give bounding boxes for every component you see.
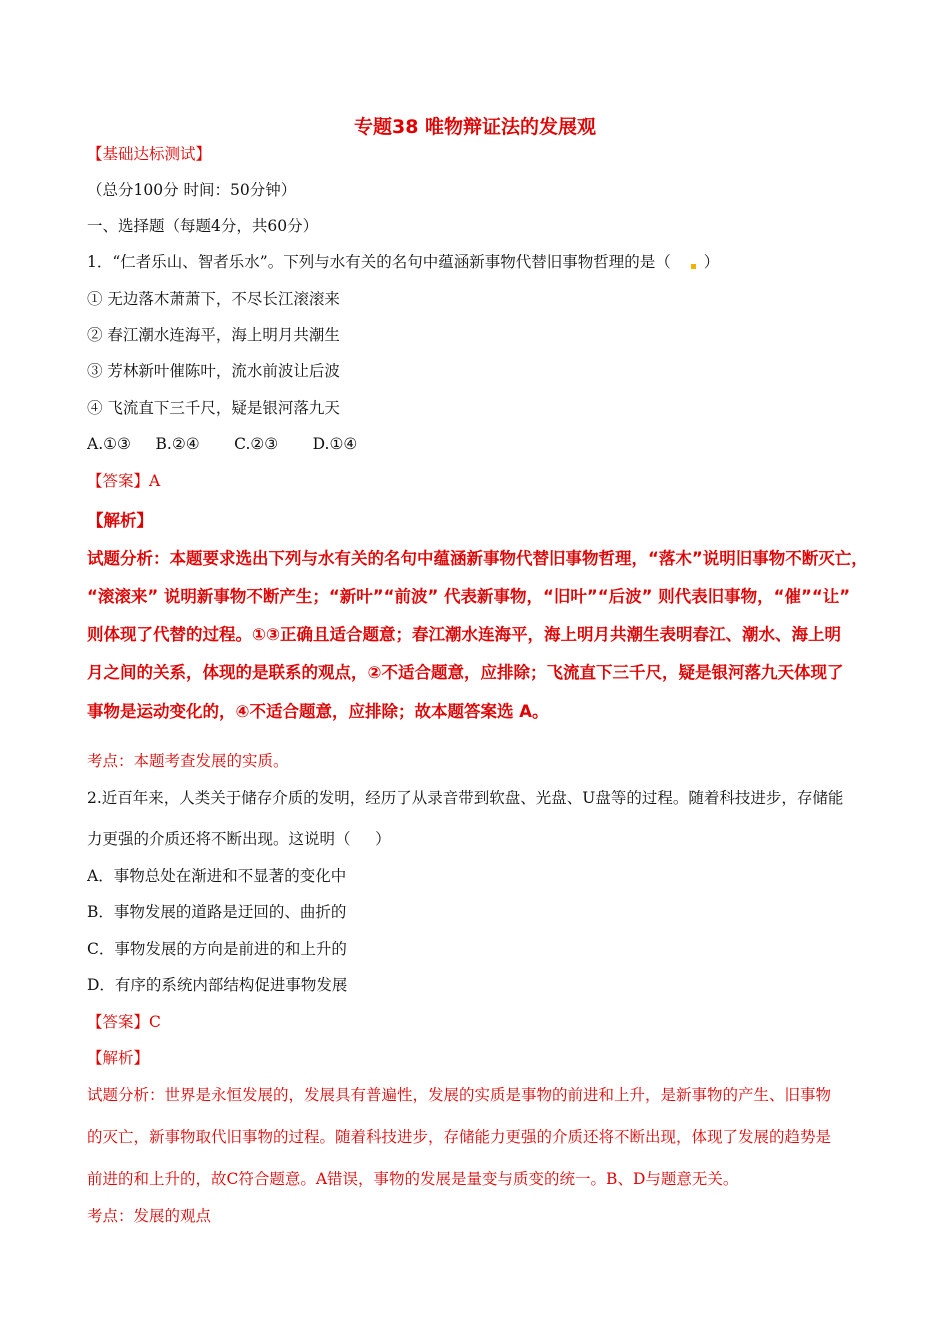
- question-1-analysis-line: 月之间的关系，体现的是联系的观点，②不适合题意，应排除；飞流直下三千尺，疑是银河落九天体现了: [87, 663, 844, 682]
- question-1-statement: ④ 飞流直下三千尺，疑是银河落九天: [87, 399, 340, 417]
- question-1-statement: ② 春江潮水连海平，海上明月共潮生: [87, 326, 340, 344]
- question-1-options: A.①③ B.②④ C.②③ D.①④: [87, 435, 358, 453]
- highlight-mark-icon: [691, 264, 696, 269]
- question-2-stem-line: 力更强的介质还将不断出现。这说明（ ）: [87, 830, 391, 848]
- section-label: 【基础达标测试】: [87, 145, 212, 163]
- question-2-analysis-label: 【解析】: [87, 1049, 150, 1067]
- question-1-stem-text: 1．“仁者乐山、智者乐水”。下列与水有关的名句中蕴涵新事物代替旧事物哲理的是（: [87, 253, 671, 271]
- question-1-analysis-line: 试题分析：本题要求选出下列与水有关的名句中蕴涵新事物代替旧事物哲理，“落木”说明旧事物不断灭亡，: [87, 549, 868, 568]
- question-2-answer: 【答案】C: [87, 1013, 161, 1031]
- question-2-stem-line: 2.近百年来，人类关于储存介质的发明，经历了从录音带到软盘、光盘、U盘等的过程。随着科技进步，存储能: [87, 789, 844, 807]
- question-2-analysis-line: 前进的和上升的，故C符合题意。A错误，事物的发展是量变与质变的统一。B、D与题意无关。: [87, 1170, 739, 1188]
- question-2-option: B．事物发展的道路是迂回的、曲折的: [87, 903, 347, 921]
- question-2-analysis-line: 的灭亡，新事物取代旧事物的过程。随着科技进步，存储能力更强的介质还将不断出现，体现了发展的趋势是: [87, 1128, 832, 1146]
- question-1-analysis-label: 【解析】: [87, 511, 153, 530]
- question-2-option: A．事物总处在渐进和不显著的变化中: [87, 867, 347, 885]
- question-1-kaodian: 考点：本题考查发展的实质。: [87, 752, 289, 770]
- question-1-stem-close: ）: [703, 253, 720, 271]
- question-1-statement: ① 无边落木萧萧下，不尽长江滚滚来: [87, 290, 340, 308]
- question-2-option: D．有序的系统内部结构促进事物发展: [87, 976, 348, 994]
- question-2-option: C．事物发展的方向是前进的和上升的: [87, 940, 347, 958]
- question-2-analysis-line: 试题分析：世界是永恒发展的，发展具有普遍性，发展的实质是事物的前进和上升，是新事物的产生、旧事物: [87, 1086, 832, 1104]
- question-1-statement: ③ 芳林新叶催陈叶，流水前波让后波: [87, 362, 340, 380]
- question-1-analysis-line: “滚滚来” 说明新事物不断产生；“新叶”“前波” 代表新事物，“旧叶”“后波” 则代表旧事物，“催”“让”: [87, 587, 851, 606]
- document-title: 专题38 唯物辩证法的发展观: [353, 116, 597, 138]
- question-1-analysis-line: 事物是运动变化的，④不适合题意，应排除；故本题答案选 A。: [87, 702, 549, 721]
- exam-meta: （总分100分 时间：50分钟）: [87, 181, 297, 199]
- question-1-answer: 【答案】A: [87, 472, 161, 490]
- question-1-stem: [87, 252, 719, 272]
- part-heading: 一、选择题（每题4分，共60分）: [87, 217, 319, 235]
- question-2-kaodian: 考点：发展的观点: [87, 1207, 212, 1225]
- question-1-analysis-line: 则体现了代替的过程。①③正确且适合题意；春江潮水连海平，海上明月共潮生表明春江、潮水、海上明: [87, 625, 841, 644]
